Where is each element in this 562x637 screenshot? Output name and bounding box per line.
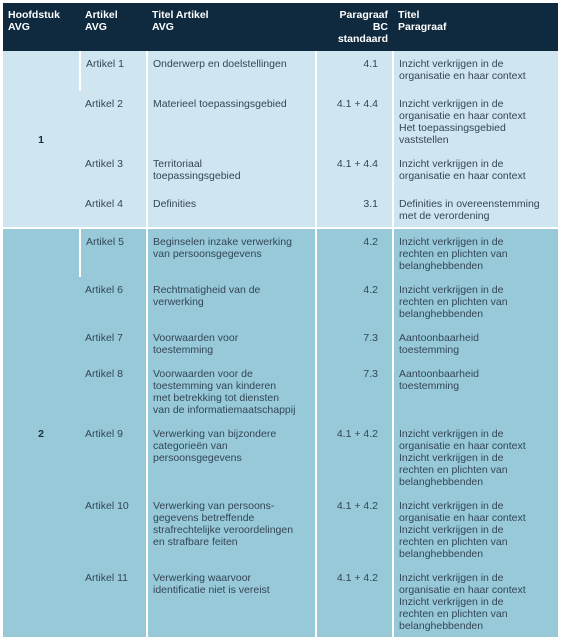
titel-artikel-line: Territoriaal [153, 158, 203, 170]
titel-artikel-line: van persoonsgegevens [153, 248, 262, 260]
hoofdstuk-cell: 1 [3, 51, 80, 228]
paragraaf-cell: 7.3 [316, 325, 393, 361]
titel-paragraaf-cell [393, 91, 558, 151]
titel-paragraaf-line: rechten en plichten van [399, 296, 508, 308]
header-paragraaf: Paragraaf BC standaard [316, 3, 393, 51]
avg-mapping-table [3, 3, 558, 637]
titel-artikel-line: identificatie niet is vereist [153, 584, 270, 596]
paragraaf-cell: 4.1 + 4.4 [316, 151, 393, 191]
titel-artikel-cell [147, 277, 316, 325]
paragraaf-cell: 3.1 [316, 191, 393, 228]
titel-paragraaf-cell [393, 325, 558, 361]
titel-artikel-cell [147, 565, 316, 637]
table-row [3, 191, 558, 228]
titel-paragraaf-cell [393, 51, 558, 91]
titel-paragraaf-line: Inzicht verkrijgen in de [399, 98, 504, 110]
artikel-cell: Artikel 3 [80, 151, 147, 191]
artikel-cell: Artikel 1 [80, 51, 147, 91]
titel-paragraaf-line: rechten en plichten van [399, 608, 508, 620]
artikel-cell: Artikel 6 [80, 277, 147, 325]
titel-paragraaf-cell [393, 361, 558, 421]
header-hoofdstuk: Hoofdstuk AVG [3, 3, 80, 51]
artikel-cell: Artikel 2 [80, 91, 147, 151]
titel-paragraaf-line: Definities in overeenstemming [399, 198, 540, 210]
titel-artikel-cell [147, 325, 316, 361]
titel-paragraaf-line: belanghebbenden [399, 620, 484, 632]
titel-artikel-cell [147, 421, 316, 493]
titel-artikel-line: persoonsgegevens [153, 452, 242, 464]
titel-artikel-cell [147, 51, 316, 91]
titel-paragraaf-line: belanghebbenden [399, 476, 484, 488]
titel-artikel-line: toepassingsgebied [153, 170, 241, 182]
titel-artikel-line: gegevens betreffende [153, 512, 255, 524]
titel-artikel-cell [147, 151, 316, 191]
paragraaf-cell: 4.1 [316, 51, 393, 91]
table-row [3, 361, 558, 421]
titel-paragraaf-line: Inzicht verkrijgen in de [399, 524, 504, 536]
table-row [3, 325, 558, 361]
table-row [3, 421, 558, 493]
titel-artikel-line: Onderwerp en doelstellingen [153, 58, 287, 70]
titel-paragraaf-line: Het toepassingsgebied [399, 122, 506, 134]
titel-paragraaf-cell [393, 493, 558, 565]
titel-artikel-line: Voorwaarden voor [153, 332, 239, 344]
titel-artikel-line: en strafbare feiten [153, 536, 238, 548]
titel-artikel-cell [147, 91, 316, 151]
titel-paragraaf-line: belanghebbenden [399, 260, 484, 272]
titel-artikel-line: Materieel toepassingsgebied [153, 98, 287, 110]
artikel-cell: Artikel 7 [80, 325, 147, 361]
titel-paragraaf-line: organisatie en haar context [399, 110, 526, 122]
titel-paragraaf-line: toestemming [399, 344, 460, 356]
titel-paragraaf-line: rechten en plichten van [399, 536, 508, 548]
titel-paragraaf-cell [393, 191, 558, 228]
header-titel-paragraaf: Titel Paragraaf [393, 3, 558, 51]
titel-paragraaf-line: Inzicht verkrijgen in de [399, 428, 504, 440]
paragraaf-cell: 7.3 [316, 361, 393, 421]
artikel-cell: Artikel 5 [80, 228, 147, 277]
artikel-cell: Artikel 9 [80, 421, 147, 493]
paragraaf-cell: 4.2 [316, 277, 393, 325]
titel-paragraaf-line: Inzicht verkrijgen in de [399, 284, 504, 296]
paragraaf-cell: 4.1 + 4.2 [316, 565, 393, 637]
titel-paragraaf-line: toestemming [399, 380, 460, 392]
titel-paragraaf-line: Inzicht verkrijgen in de [399, 58, 504, 70]
table-row [3, 51, 558, 91]
table-row [3, 228, 558, 277]
titel-paragraaf-line: Inzicht verkrijgen in de [399, 596, 504, 608]
titel-paragraaf-line: Aantoonbaarheid [399, 332, 479, 344]
artikel-cell: Artikel 8 [80, 361, 147, 421]
titel-paragraaf-line: Inzicht verkrijgen in de [399, 236, 504, 248]
titel-paragraaf-line: Inzicht verkrijgen in de [399, 452, 504, 464]
titel-paragraaf-line: organisatie en haar context [399, 170, 526, 182]
titel-paragraaf-line: organisatie en haar context [399, 440, 526, 452]
titel-artikel-line: strafrechtelijke veroordelingen [153, 524, 294, 536]
titel-paragraaf-cell [393, 565, 558, 637]
titel-artikel-line: verwerking [153, 296, 204, 308]
titel-artikel-cell [147, 493, 316, 565]
titel-artikel-cell [147, 228, 316, 277]
titel-artikel-line: met betrekking tot diensten [153, 392, 280, 404]
titel-paragraaf-line: organisatie en haar context [399, 70, 526, 82]
titel-paragraaf-line: belanghebbenden [399, 308, 484, 320]
paragraaf-cell: 4.2 [316, 228, 393, 277]
titel-artikel-line: Verwerking van persoons- [153, 500, 275, 512]
titel-artikel-line: Verwerking van bijzondere [153, 428, 277, 440]
titel-artikel-line: toestemming [153, 344, 214, 356]
table-row [3, 91, 558, 151]
titel-paragraaf-line: rechten en plichten van [399, 464, 508, 476]
titel-artikel-cell [147, 361, 316, 421]
titel-paragraaf-line: Aantoonbaarheid [399, 368, 479, 380]
titel-artikel-cell [147, 191, 316, 228]
titel-paragraaf-cell [393, 228, 558, 277]
paragraaf-cell: 4.1 + 4.2 [316, 493, 393, 565]
paragraaf-cell: 4.1 + 4.2 [316, 421, 393, 493]
titel-paragraaf-line: rechten en plichten van [399, 248, 508, 260]
titel-artikel-line: Definities [153, 198, 197, 210]
titel-artikel-line: categorieën van [153, 440, 228, 452]
titel-artikel-line: toestemming van kinderen [153, 380, 277, 392]
artikel-cell: Artikel 4 [80, 191, 147, 228]
titel-artikel-line: Beginselen inzake verwerking [153, 236, 292, 248]
titel-paragraaf-line: organisatie en haar context [399, 512, 526, 524]
titel-paragraaf-line: Inzicht verkrijgen in de [399, 572, 504, 584]
titel-artikel-line: van de informatiemaatschappij [153, 404, 296, 416]
titel-artikel-line: Rechtmatigheid van de [153, 284, 261, 296]
titel-artikel-line: Voorwaarden voor de [153, 368, 253, 380]
table-row [3, 151, 558, 191]
titel-paragraaf-line: met de verordening [399, 210, 490, 222]
table-row [3, 493, 558, 565]
titel-paragraaf-cell [393, 421, 558, 493]
titel-paragraaf-cell [393, 277, 558, 325]
paragraaf-cell: 4.1 + 4.4 [316, 91, 393, 151]
header-titel-artikel: Titel Artikel AVG [147, 3, 316, 51]
table-row [3, 565, 558, 637]
titel-paragraaf-line: Inzicht verkrijgen in de [399, 500, 504, 512]
titel-paragraaf-line: vaststellen [399, 134, 449, 146]
hoofdstuk-cell: 2 [3, 228, 80, 637]
header-artikel: Artikel AVG [80, 3, 147, 51]
titel-paragraaf-line: Inzicht verkrijgen in de [399, 158, 504, 170]
titel-paragraaf-cell [393, 151, 558, 191]
titel-paragraaf-line: organisatie en haar context [399, 584, 526, 596]
header-row [3, 3, 558, 51]
titel-paragraaf-line: belanghebbenden [399, 548, 484, 560]
artikel-cell: Artikel 10 [80, 493, 147, 565]
table-row [3, 277, 558, 325]
artikel-cell: Artikel 11 [80, 565, 147, 637]
titel-artikel-line: Verwerking waarvoor [153, 572, 252, 584]
